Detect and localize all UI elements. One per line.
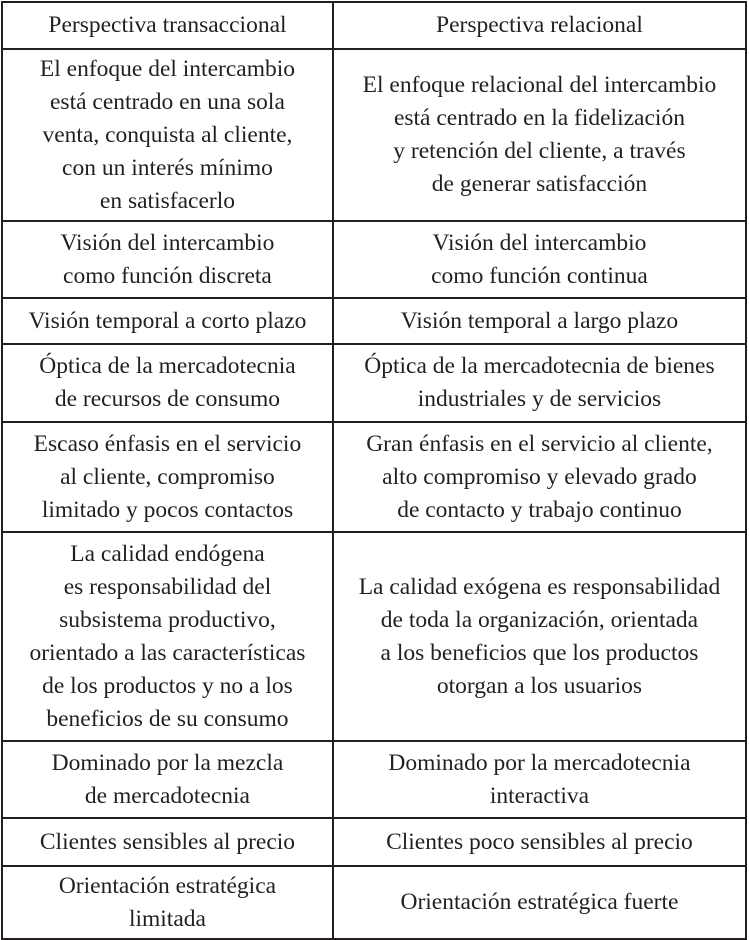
cell-transaccional — [2, 741, 333, 818]
header-transaccional: Perspectiva transaccional — [2, 2, 333, 49]
cell-line: y retención del cliente, a través — [393, 138, 686, 164]
cell-relacional — [333, 298, 746, 344]
cell-line: subsistema productivo, — [59, 606, 276, 633]
cell-relacional — [333, 818, 746, 866]
cell-line: a los beneficios que los productos — [380, 639, 699, 666]
cell-relacional — [333, 221, 746, 298]
cell-line: orientado a las características — [29, 639, 306, 666]
table-row — [2, 741, 746, 818]
cell-line: venta, conquista al cliente, — [42, 121, 293, 148]
cell-line: otorgan a los usuarios — [436, 672, 643, 699]
cell-line: La calidad exógena es responsabilidad — [358, 573, 721, 600]
cell-line: El enfoque del intercambio — [39, 55, 296, 82]
table-row — [2, 298, 746, 344]
cell-transaccional — [2, 344, 333, 422]
table-row — [2, 422, 746, 532]
cell-transaccional — [2, 818, 333, 866]
table-row — [2, 344, 746, 422]
cell-line: limitado y pocos contactos — [41, 496, 294, 523]
cell-line: como función continua — [431, 262, 648, 289]
cell-line: interactiva — [489, 782, 590, 809]
cell-line: de recursos de consumo — [54, 386, 281, 412]
cell-line: alto compromiso y elevado grado — [382, 463, 697, 490]
cell-line: Orientación estratégica fuerte — [400, 889, 679, 915]
cell-line: beneficios de su consumo — [46, 705, 289, 732]
comparison-table — [1, 1, 747, 940]
cell-transaccional — [2, 221, 333, 298]
cell-relacional — [333, 741, 746, 818]
cell-transaccional — [2, 532, 333, 741]
cell-transaccional — [2, 298, 333, 344]
cell-line: está centrado en la fidelización — [393, 105, 685, 131]
table-row — [2, 221, 746, 298]
cell-transaccional — [2, 422, 333, 532]
cell-line: es responsabilidad del — [63, 573, 272, 600]
cell-line: industriales y de servicios — [417, 386, 662, 412]
cell-line: Clientes sensibles al precio — [39, 828, 296, 855]
cell-line: de toda la organización, orientada — [380, 606, 699, 633]
cell-line: está centrado en una sola — [50, 88, 285, 115]
cell-line: Óptica de la mercadotecnia de bienes — [364, 353, 715, 379]
cell-line: El enfoque relacional del intercambio — [362, 72, 717, 98]
table-row — [2, 866, 746, 939]
cell-relacional — [333, 49, 746, 221]
cell-line: Escaso énfasis en el servicio — [33, 430, 302, 457]
cell-line: limitada — [128, 905, 206, 932]
cell-line: Visión del intercambio — [60, 229, 275, 256]
cell-relacional — [333, 344, 746, 422]
cell-line: como función discreta — [63, 262, 272, 289]
table-row — [2, 818, 746, 866]
cell-line: al cliente, compromiso — [60, 463, 275, 490]
cell-line: de mercadotecnia — [84, 782, 250, 809]
cell-transaccional — [2, 866, 333, 939]
cell-line: Dominado por la mezcla — [51, 749, 284, 776]
table-row — [2, 49, 746, 221]
cell-line: Dominado por la mercadotecnia — [388, 749, 691, 776]
cell-line: Visión temporal a corto plazo — [28, 307, 307, 334]
header-relacional: Perspectiva relacional — [333, 2, 746, 49]
cell-line: de los productos y no a los — [42, 672, 293, 699]
cell-line: Gran énfasis en el servicio al cliente, — [366, 430, 713, 457]
cell-line: con un interés mínimo — [62, 154, 273, 181]
cell-line: Óptica de la mercadotecnia — [39, 353, 296, 379]
cell-line: Visión temporal a largo plazo — [400, 307, 679, 334]
cell-line: Clientes poco sensibles al precio — [386, 828, 693, 855]
table-row — [2, 532, 746, 741]
cell-transaccional — [2, 49, 333, 221]
cell-line: de contacto y trabajo continuo — [397, 496, 682, 523]
header-row — [2, 2, 746, 49]
cell-line: La calidad endógena — [70, 540, 265, 567]
cell-relacional — [333, 532, 746, 741]
cell-line: de generar satisfacción — [431, 171, 648, 197]
cell-line: Visión del intercambio — [432, 229, 647, 256]
cell-relacional — [333, 866, 746, 939]
cell-line: en satisfacerlo — [99, 187, 235, 214]
cell-line: Orientación estratégica — [58, 872, 277, 899]
cell-relacional — [333, 422, 746, 532]
